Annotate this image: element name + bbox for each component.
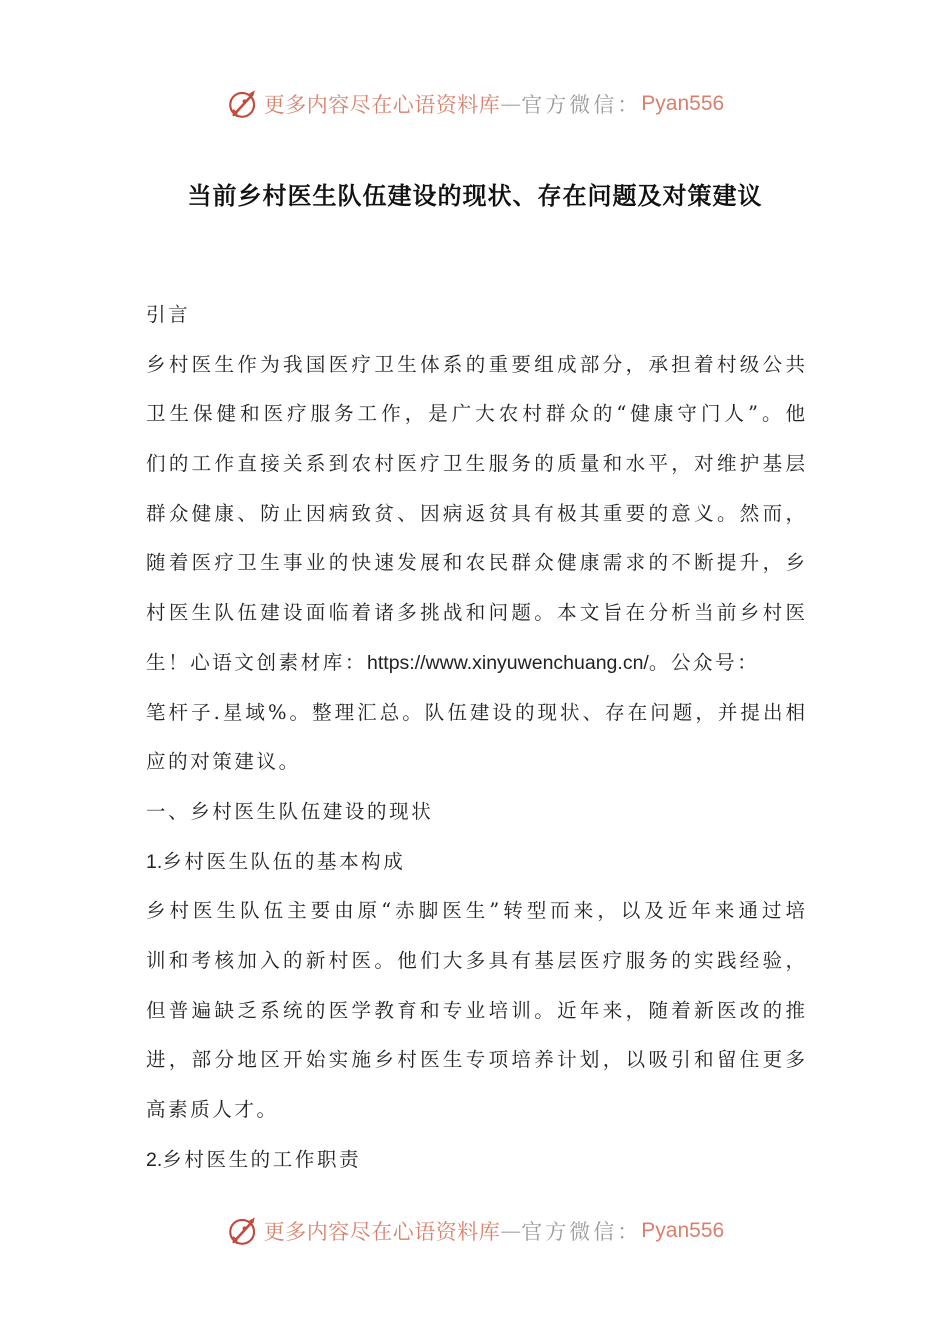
heading-introduction: 引言 xyxy=(146,303,191,326)
footer-watermark-banner xyxy=(0,1209,950,1253)
banner-dash: — xyxy=(500,92,522,116)
paragraph-line: 训和考核加入的新村医。他们大多具有基层医疗服务的实践经验， xyxy=(146,948,806,972)
paragraph-line: 乡村医生作为我国医疗卫生体系的重要组成部分，承担着村级公共 xyxy=(146,352,806,376)
paragraph-line: 随着医疗卫生事业的快速发展和农民群众健康需求的不断提升，乡 xyxy=(146,551,806,575)
paragraph-line: 村医生队伍建设面临着诸多挑战和问题。本文旨在分析当前乡村医 xyxy=(146,601,806,625)
subsection-title: 乡村医生队伍的基本构成 xyxy=(162,849,406,873)
pen-logo-icon xyxy=(226,1214,260,1248)
banner-main-text: 更多内容尽在心语资料库 xyxy=(263,1220,501,1244)
banner-wechat-id: Pyan556 xyxy=(641,92,725,115)
banner-wechat-id: Pyan556 xyxy=(641,1219,725,1242)
paragraph-line: 但普遍缺乏系统的医学教育和专业培训。近年来，随着新医改的推 xyxy=(146,998,806,1022)
paragraph-line: 高素质人才。 xyxy=(146,1098,279,1121)
website-link[interactable]: https://www.xinyuwenchuang.cn/ xyxy=(367,651,649,674)
banner-dash: — xyxy=(500,1219,522,1243)
document-body xyxy=(146,290,806,1184)
subsection-number: 2. xyxy=(146,1148,163,1171)
banner-wechat-label: 官方微信： xyxy=(521,93,642,117)
pen-logo-icon xyxy=(226,87,260,121)
document-title: 当前乡村医生队伍建设的现状、存在问题及对策建议 xyxy=(187,182,763,210)
paragraph-line: 乡村医生队伍主要由原“赤脚医生”转型而来，以及近年来通过培 xyxy=(146,899,806,923)
paragraph-line: 群众健康、防止因病致贫、因病返贫具有极其重要的意义。然而， xyxy=(146,501,806,525)
paragraph-line: 笔杆子.星域%。整理汇总。队伍建设的现状、存在问题，并提出相 xyxy=(146,700,806,724)
line-text: 。公众号： xyxy=(648,650,760,674)
paragraph-line: 们的工作直接关系到农村医疗卫生服务的质量和水平，对维护基层 xyxy=(146,452,806,476)
paragraph-line: 应的对策建议。 xyxy=(146,750,301,774)
section-heading-1: 一、乡村医生队伍建设的现状 xyxy=(146,799,434,823)
header-watermark-banner xyxy=(0,82,950,126)
subsection-heading-1-2 xyxy=(146,1135,806,1185)
subsection-number: 1. xyxy=(146,850,163,873)
line-text: 生！心语文创素材库： xyxy=(146,650,368,674)
banner-wechat-label: 官方微信： xyxy=(521,1220,642,1244)
paragraph-line: 进，部分地区开始实施乡村医生专项培养计划，以吸引和留住更多 xyxy=(146,1048,806,1072)
paragraph-line: 卫生保健和医疗服务工作，是广大农村群众的“健康守门人”。他 xyxy=(146,402,806,426)
subsection-heading-1-1 xyxy=(146,837,806,887)
paragraph-line-with-link xyxy=(146,638,806,688)
banner-main-text: 更多内容尽在心语资料库 xyxy=(263,93,501,117)
subsection-title: 乡村医生的工作职责 xyxy=(162,1147,362,1171)
